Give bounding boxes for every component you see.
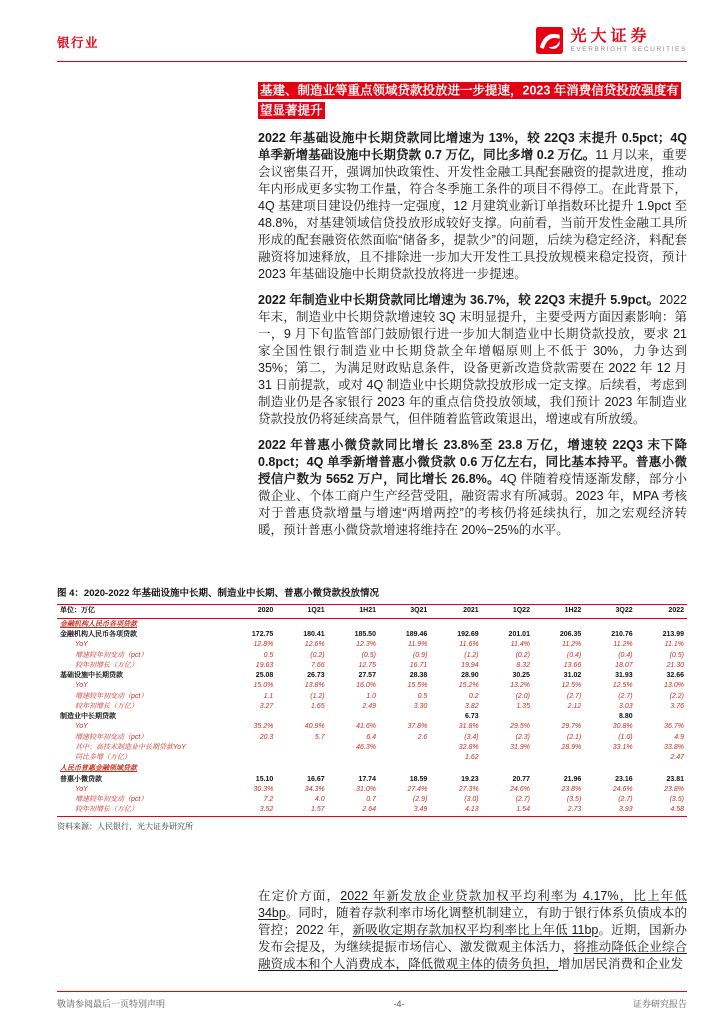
table-cell [225,712,276,722]
table-cell: 192.69 [457,631,479,638]
table-row-label: 较年初增长（万亿） [75,806,138,814]
table-cell: (0.5) [669,651,684,659]
everbright-logo-icon [536,27,563,54]
table-cell: 19.23 [461,775,479,783]
header-divider [57,61,687,62]
table-cell: 7.2 [263,796,274,803]
text-segment: 将推动降低企业综合融资成本和个人消费成本，降低微观主体的债务负担， [258,939,687,971]
table-cell: 8.32 [516,661,530,669]
table-column-header: 1H22 [533,605,584,619]
table-cell: 1.57 [311,806,325,814]
table-cell: 18.59 [409,775,428,783]
table-row [57,733,687,743]
table-row [57,753,687,763]
table-cell: 23.81 [666,775,684,783]
table-cell: 11.4% [510,641,530,649]
table-row-label: 增速较年初变动（pct） [75,733,148,741]
table-cell: 5.7 [314,733,325,741]
table-cell: 31.8% [458,723,479,731]
table-cell: 12.75 [358,661,376,669]
table-cell: 30.8% [612,723,633,731]
table-cell: (3.4) [464,733,479,741]
table-column-header: 2021 [430,605,481,619]
text-segment: 增加居民消费和企业发 [558,956,684,971]
table-cell: 21.96 [563,775,582,783]
table-column-header: 3Q21 [379,605,430,619]
table-cell [533,712,584,722]
table-cell: (1.2) [464,651,479,659]
table-cell [482,753,533,763]
table-cell: 34.3% [304,785,325,793]
table-cell: (0.4) [618,651,633,659]
table-cell: (3.0) [464,796,479,803]
table-row [57,651,687,661]
table-row-label: 同比多增（万亿） [75,754,131,761]
table-cell: 185.50 [354,631,376,638]
table-row [57,712,687,722]
table-cell: 35.2% [253,723,274,731]
table-cell: 31.02 [563,672,582,679]
brand-name-cn: 光大证券 [570,27,651,45]
table-cell: 16.67 [307,775,325,783]
table-row [57,785,687,795]
table-cell: 30.3% [253,785,274,793]
table-cell: 28.9% [561,743,582,751]
table-cell: 46.3% [356,743,376,751]
table-cell: 11.6% [459,641,479,649]
table-cell: (0.2) [515,651,530,659]
table-row [57,743,687,753]
table-cell: 36.7% [664,723,684,731]
table-cell: 12.8% [253,641,274,649]
table-row [57,671,687,681]
table-cell: 29.5% [510,723,530,731]
table-cell: 213.99 [662,631,684,638]
table-cell: 20.77 [512,775,530,783]
table-cell: 7.66 [311,661,325,669]
table-cell: 30.25 [512,672,530,679]
report-body [57,80,687,973]
table-cell [276,743,327,753]
table-cell: (2.7) [566,692,582,700]
table-cell: 4.58 [670,806,684,814]
table-row [57,795,687,805]
table-cell: 2.12 [567,702,582,710]
table-cell: 6.73 [465,713,479,720]
text-segment: 11 月以来，重要会议密集召开，强调加快政策性、开发性金融工具配套融资的提款进度，推动年内形成更多实物工作量，符合冬季施工条件的项目不得停工。在此背景下，4Q 基建项目建设仍维持一定强度，12 月建筑业新订单指数环比提升 1.9pct 至 48.8%，对基建领域信贷投放形成较好支撑。向前看，当前开发性金融工具所形成的配套融资依然面临“储备多，提款少”的问题，后续为稳定经济，料配套融资将加速释放，且不排除进一步加大开发性工具投放规模来稳定投资，预计 2023 年基础设施中长期贷款投放将进一步提速。 [258,148,687,281]
table-cell: (2.9) [412,796,428,803]
table-column-header: 3Q22 [584,605,635,619]
table-column-header: 2022 [636,605,687,619]
table-cell: 0.5 [417,692,428,700]
industry-label: 银行业 [57,36,100,50]
paragraph-manufacturing [258,292,687,428]
table-cell: 0.5 [263,651,274,659]
table-cell: 25.08 [255,672,274,679]
table-row-label: YoY [75,785,88,793]
table-cell: 1.54 [516,806,530,814]
table-cell: 13.2% [510,682,530,690]
table-cell: (2.3) [515,733,530,741]
table-cell [482,712,533,722]
table-cell: 33.1% [612,743,633,751]
table-row-label: YoY [75,723,88,731]
table-cell: 2.73 [567,806,582,814]
table-column-header: 1Q22 [482,605,533,619]
table-row-label: 制造业中长期贷款 [60,713,116,720]
table-cell: 32.8% [458,743,479,751]
table-cell: 4.13 [465,806,479,814]
table-cell: 180.41 [303,631,325,638]
table-unit-label: 单位：万亿 [57,605,225,619]
text-segment: 。近期，国新办发布会提及，为继续提振市场信心、激发微观主体活力， [258,922,687,954]
table-cell [225,743,276,753]
table-cell: 0.7 [366,796,376,803]
text-segment: 2022 年新发放企业贷款加权平均利率为 4.17%，比上年低 34bp [258,888,687,920]
table-row-label: 增速较年初变动（pct） [75,796,148,803]
figure-4 [57,585,687,832]
figure-source: 资料来源：人民银行，光大证券研究所 [57,821,193,831]
table-cell: 8.80 [619,713,633,720]
table-row [57,692,687,702]
table-cell: 15.2% [458,682,479,690]
table-cell: 12.5% [612,682,633,690]
table-row-label: 较年初增长（万亿） [75,702,138,710]
table-cell [584,753,635,763]
table-cell: 16.71 [409,661,428,669]
table-cell: 12.5% [561,682,582,690]
table-cell: 40.9% [304,723,325,731]
table-cell: 27.3% [458,785,479,793]
table-cell: 206.35 [559,631,582,638]
table-row [57,775,687,785]
table-cell: 3.52 [259,806,274,814]
paragraph-infrastructure [258,130,687,283]
loan-table [57,604,687,817]
table-row-label: 较年初增长（万亿） [75,661,138,669]
text-segment: 新吸收定期存款加权平均利率比上年低 11bp [352,922,599,937]
table-cell: (2.7) [618,796,633,803]
table-cell: 19.63 [255,661,274,669]
table-row [57,618,687,630]
table-section-label: 金融机构人民币各项贷款 [60,620,137,628]
table-cell: 37.8% [407,723,428,731]
table-cell: 2.64 [362,806,376,814]
table-row [57,722,687,732]
table-cell: 13.66 [563,661,582,669]
table-cell: 17.74 [358,775,376,783]
table-cell: (0.5) [361,651,376,659]
footer-doc-type: 证券研究报告 [632,999,687,1009]
report-header [0,0,724,61]
table-cell: 33.8% [664,743,684,751]
table-cell: 3.76 [670,702,684,710]
table-cell: 20.3 [259,733,274,741]
table-row-label: 金融机构人民币各项贷款 [60,631,137,638]
table-cell: 15.5% [407,682,428,690]
table-row [57,702,687,712]
brand-text [570,28,687,54]
table-cell [276,753,327,763]
table-cell: 0.2 [468,692,479,700]
table-cell [328,712,379,722]
table-cell [276,712,327,722]
table-cell: 3.49 [413,806,428,814]
table-cell: 15.0% [253,682,274,690]
table-cell: (0.9) [412,651,428,659]
table-cell: 18.07 [615,661,633,669]
table-cell: 12.3% [356,641,376,649]
table-cell: 12.6% [304,641,325,649]
text-segment: 2022 年末，制造业中长期贷款增速较 3Q 末明显提升，主要受两方面因素影响：第一，9 月下旬监管部门鼓励银行进一步加大制造业中长期贷款投放，要求 21 家全国性银行制造业中长期贷款全年增幅原则上不低于 30%，力争达到 35%；第二，为满足财政贴息条件，设备更新改造贷款需要在 2022 年 12 月 31 日前提款，或对 4Q 制造业中长期贷款投放形成一定支撑。后续看，考虑到制造业仍是各家银行 2023 年的重点信贷投放领域，我们预计 2023 年制造业贷款投放仍将延续高景气，但伴随着监管政策退出，增速或有所放缓。 [258,293,687,426]
table-cell: 1.1 [263,692,274,700]
table-cell [379,712,430,722]
text-segment: 2022 年制造业中长期贷款同比增速为 36.7%，较 22Q3 末提升 5.9pct。 [258,293,660,307]
table-row [57,681,687,691]
table-cell: 21.30 [666,661,684,669]
table-cell [379,743,430,753]
table-cell [225,753,276,763]
table-cell: 11.1% [664,641,684,649]
table-row-label: YoY [75,682,88,690]
table-cell: (2.7) [515,796,530,803]
table-cell: 11.9% [407,641,428,649]
table-cell: 31.9% [510,743,530,751]
table-cell: 23.16 [615,775,633,783]
figure-title: 图 4：2020-2022 年基础设施中长期、制造业中长期、普惠小微贷款投放情况 [57,588,379,599]
table-row-label: 增速较年初变动（pct） [75,651,148,659]
page-footer [57,991,687,1010]
table-cell: 15.10 [255,775,274,783]
table-cell: (0.2) [310,651,325,659]
table-cell: 3.93 [619,806,633,814]
table-cell: (2.7) [618,692,633,700]
table-cell: 201.01 [508,631,530,638]
table-row [57,805,687,816]
table-cell: 31.0% [356,785,376,793]
table-row-label: 其中：高技术制造业中长期贷款YoY [75,743,186,751]
table-cell [328,753,379,763]
table-cell: 27.57 [358,672,376,679]
table-cell: 1.0 [366,692,376,700]
table-cell: 28.90 [461,672,479,679]
table-cell: 13.0% [664,682,684,690]
table-cell: 1.62 [465,754,479,761]
table-cell: 23.8% [561,785,582,793]
table-row [57,763,687,774]
table-cell: 3.30 [413,702,428,710]
table-row-label: 增速较年初变动（pct） [75,692,148,700]
headline-text: 基建、制造业等重点领域贷款投放进一步提速，2023 年消费信贷投放强度有望显著提升 [260,83,679,117]
table-cell: 1.35 [516,702,530,710]
table-cell: 41.6% [356,723,376,731]
table-cell: 28.38 [409,672,428,679]
page-number: -4- [393,999,405,1009]
table-cell: 4.9 [674,733,684,741]
table-cell: (1.0) [618,733,633,741]
table-cell: (3.5) [669,796,684,803]
table-cell: (1.2) [310,692,325,700]
paragraph-pricing [258,888,687,973]
text-segment: 。同时，随着存款利率市场化调整机制建立，有助于银行体系负债成本的管控；2022 年， [258,905,687,937]
table-cell: (2.0) [515,692,530,700]
table-cell: 189.46 [405,631,428,638]
table-row-label: 普惠小微贷款 [60,775,102,783]
table-row [57,640,687,650]
table-cell: 2.6 [417,733,428,741]
table-row-label: 基础设施中长期贷款 [60,672,123,679]
table-cell: (2.2) [669,692,684,700]
paragraph-inclusive-finance [258,437,687,539]
table-cell: 3.03 [619,702,633,710]
table-cell: (2.1) [566,733,582,741]
table-cell: 13.8% [304,682,325,690]
table-cell: 11.2% [613,641,633,649]
table-row-label: YoY [75,641,88,649]
table-cell [533,753,584,763]
table-cell [636,712,687,722]
table-cell: 29.7% [561,723,582,731]
table-cell: 11.2% [561,641,582,649]
table-cell: 172.75 [251,631,274,638]
table-cell: 19.94 [461,661,479,669]
table-column-header: 1H21 [328,605,379,619]
brand-name-en: EVERBRIGHT SECURITIES [570,46,687,54]
table-column-header: 1Q21 [276,605,327,619]
table-cell: 3.27 [259,702,274,710]
table-cell: 32.66 [666,672,684,679]
text-segment: 2022 年普惠小微贷款同比增长 23.8%至 23.8 万亿，增速较 22Q3 末下降 0.8pct；4Q 单季新增普惠小微贷款 0.6 万亿左右，同比基本持平。普惠小微授信户数为 5652 万户，同比增长 26.8%。 [258,438,687,486]
table-cell: 2.49 [362,702,376,710]
table-cell: 3.82 [465,702,479,710]
table-cell: 27.4% [407,785,428,793]
text-segment: 在定价方面， [258,888,341,903]
table-cell: 31.93 [615,672,633,679]
table-cell: 24.6% [612,785,633,793]
table-cell: 4.0 [314,796,325,803]
table-cell: 24.6% [510,785,530,793]
table-header-row [57,605,687,619]
table-cell: 210.76 [611,631,633,638]
table-cell: (3.5) [566,796,582,803]
table-section-label: 人民币普惠金融领域贷款 [60,765,137,773]
table-cell: 1.65 [311,702,325,710]
brand-logo [536,27,687,54]
footer-disclaimer: 敬请参阅最后一页特别声明 [57,999,166,1009]
table-cell: 23.8% [664,785,684,793]
table-cell: 26.73 [307,672,325,679]
table-cell: 6.4 [366,733,376,741]
text-segment: 4Q 伴随着疫情逐渐发酵，部分小微企业、个体工商户生产经营受阻，融资需求有所减弱。2023 年，MPA 考核对于普惠贷款增量与增速“两增两控”的考核仍将延续执行，加之宏观经济转暖，预计普惠小微贷款增速将维持在 20%~25%的水平。 [258,472,687,537]
table-cell [379,753,430,763]
table-cell: 2.47 [670,754,684,761]
table-column-header: 2020 [225,605,276,619]
table-cell: 16.0% [356,682,376,690]
section-headline [258,80,687,120]
text-segment: 2022 年基础设施中长期贷款同比增速为 13%，较 22Q3 末提升 0.5pct；4Q 单季新增基础设施中长期贷款 0.7 万亿，同比多增 0.2 万亿。 [258,131,687,162]
table-row [57,630,687,640]
table-row [57,661,687,671]
table-cell: (0.4) [566,651,582,659]
